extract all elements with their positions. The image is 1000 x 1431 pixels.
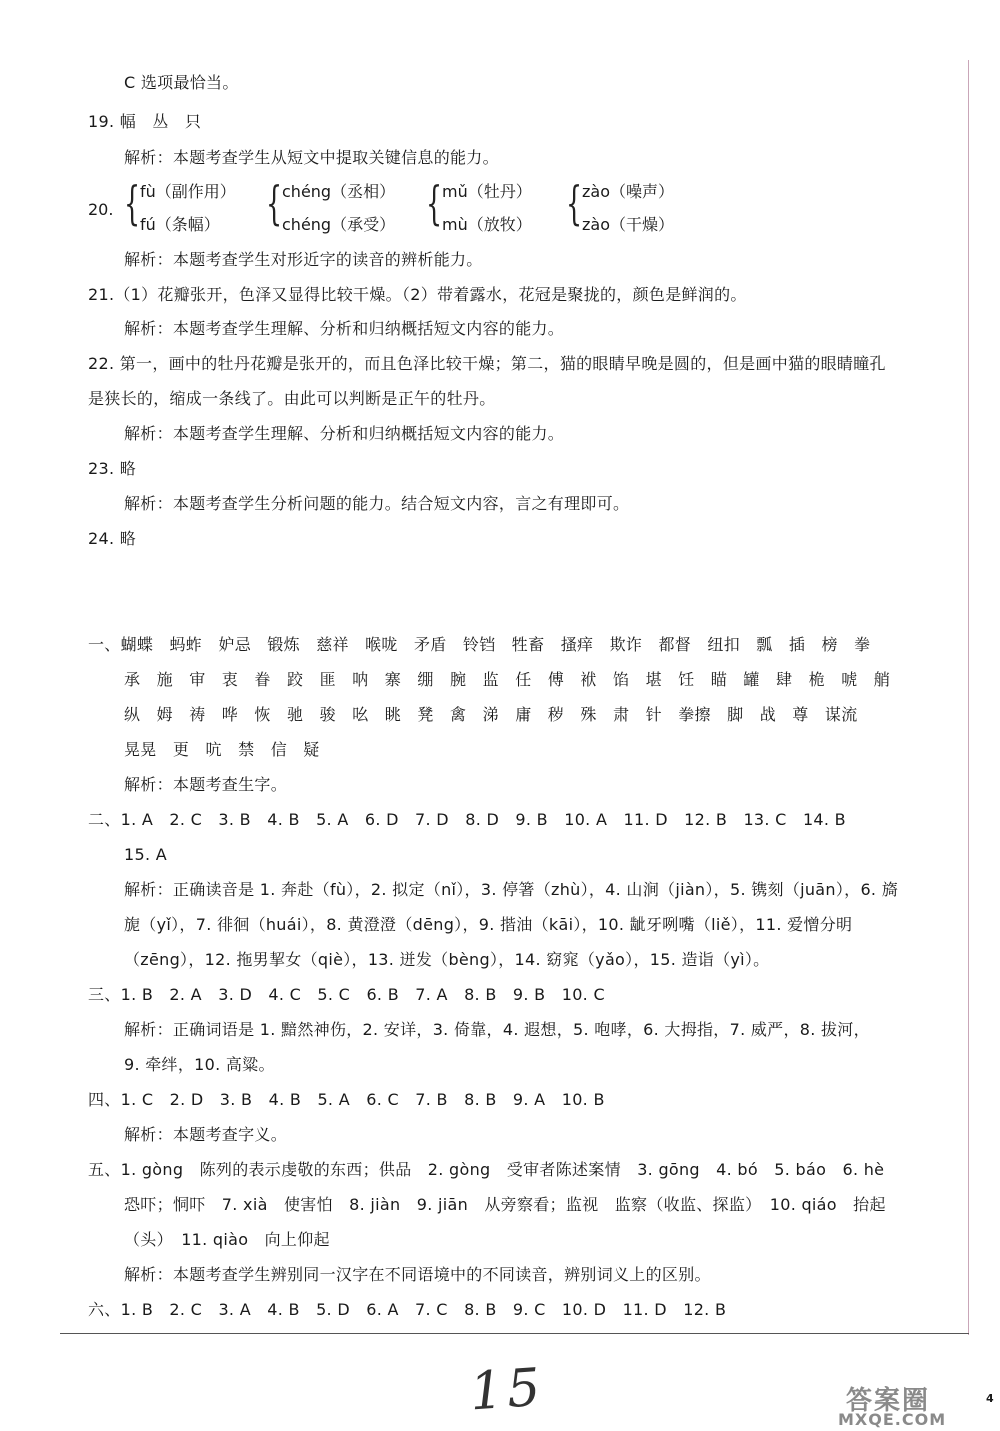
reading-option: chéng（丞相） <box>282 182 396 201</box>
footer-rule <box>60 1333 969 1334</box>
analysis-23: 解析：本题考查学生分析问题的能力。结合短文内容，言之有理即可。 <box>124 494 630 513</box>
section-title <box>0 578 1000 602</box>
watermark-brand: 答案圈 <box>846 1386 931 1416</box>
right-margin-rule <box>968 60 969 1335</box>
question-22-cont: 是狭长的，缩成一条线了。由此可以判断是正午的牡丹。 <box>88 389 496 408</box>
analysis-part-2: 解析：正确读音是 1. 奔赴（fù），2. 拟定（nǐ），3. 停箸（zhù），4. 山涧（jiàn），5. 镌刻（juān），6. 旖 <box>124 880 899 899</box>
question-21: 21.（1）花瓣张开，色泽又显得比较干燥。（2）带着露水，花冠是聚拢的，颜色是鲜润的。 <box>88 285 747 304</box>
analysis-part-3: 解析：正确词语是 1. 黯然神伤，2. 安详，3. 倚靠，4. 遐想，5. 咆哮，6. 大拇指，7. 威严，8. 拔河， <box>124 1020 870 1039</box>
part-4-answers: 四、1. C 2. D 3. B 4. B 5. A 6. C 7. B 8. B 9. A 10. B <box>88 1090 605 1109</box>
analysis-part-2-cont: 旎（yǐ），7. 徘徊（huái），8. 黄澄澄（dēng），9. 揩油（kāi），10. 龇牙咧嘴（liě），11. 爱憎分明 <box>124 915 853 934</box>
analysis-part-2-cont: （zēng），12. 拖男挈女（qiè），13. 迸发（bèng），14. 窈窕（yǎo），15. 造诣（yì）。 <box>124 950 770 969</box>
brace: { <box>124 176 141 230</box>
brace: { <box>426 176 443 230</box>
part-6-answers: 六、1. B 2. C 3. A 4. B 5. D 6. A 7. C 8. B 9. C 10. D 11. D 12. B <box>88 1300 727 1319</box>
reading-option: fú（条幅） <box>140 215 220 234</box>
question-23: 23. 略 <box>88 459 137 478</box>
brace: { <box>266 176 283 230</box>
part-1-chars: 承 施 审 衷 眷 跤 匪 呐 寨 绷 腕 监 任 傅 袱 馅 堪 饪 瞄 罐 肆 桅 唬 艄 <box>124 670 891 689</box>
reading-option: fù（副作用） <box>140 182 236 201</box>
part-1-chars: 晃晃 更 吭 禁 信 疑 <box>124 740 320 759</box>
part-5-answers-cont: （头） 11. qiào 向上仰起 <box>124 1230 330 1249</box>
part-2-answers-cont: 15. A <box>124 845 167 864</box>
part-5-answers: 五、1. gòng 陈列的表示虔敬的东西；供品 2. gòng 受审者陈述案情 3. gōng 4. bó 5. báo 6. hè <box>88 1160 885 1179</box>
analysis-part-1: 解析：本题考查生字。 <box>124 775 288 794</box>
part-1-words: 一、蝴蝶 蚂蚱 妒忌 锻炼 慈祥 喉咙 矛盾 铃铛 牲畜 搔痒 欺诈 都督 纽扣 瓢 插 榜 拳 <box>88 635 871 654</box>
analysis-22: 解析：本题考查学生理解、分析和归纳概括短文内容的能力。 <box>124 424 565 443</box>
reading-option: zào（噪声） <box>582 182 674 201</box>
reading-option: mù（放牧） <box>442 215 532 234</box>
part-3-answers: 三、1. B 2. A 3. D 4. C 5. C 6. B 7. A 8. B 9. B 10. C <box>88 985 605 1004</box>
watermark-logo <box>838 1380 988 1428</box>
question-20-number: 20. <box>88 200 114 219</box>
reading-option: mǔ（牡丹） <box>442 182 532 201</box>
question-24: 24. 略 <box>88 529 137 548</box>
analysis-21: 解析：本题考查学生理解、分析和归纳概括短文内容的能力。 <box>124 319 565 338</box>
analysis-part-5: 解析：本题考查学生辨别同一汉字在不同语境中的不同读音，辨别词义上的区别。 <box>124 1265 711 1284</box>
corner-page-mark: 4 <box>986 1392 994 1405</box>
reading-option: zào（干燥） <box>582 215 674 234</box>
watermark-site: MXQE.COM <box>838 1410 947 1429</box>
question-22: 22. 第一，画中的牡丹花瓣是张开的，而且色泽比较干燥；第二，猫的眼睛早晚是圆的，但是画中猫的眼睛瞳孔 <box>88 354 886 373</box>
part-5-answers-cont: 恐吓；恫吓 7. xià 使害怕 8. jiàn 9. jiān 从旁察看；监视 监察（收监、探监） 10. qiáo 抬起 <box>124 1195 886 1214</box>
question-19: 19. 幅 丛 只 <box>88 112 202 131</box>
analysis-part-3-cont: 9. 牵绊，10. 高粱。 <box>124 1055 275 1074</box>
analysis-20: 解析：本题考查学生对形近字的读音的辨析能力。 <box>124 250 483 269</box>
handwritten-page-number: 15 <box>467 1357 547 1423</box>
reading-option: chéng（承受） <box>282 215 396 234</box>
analysis-19: 解析：本题考查学生从短文中提取关键信息的能力。 <box>124 148 499 167</box>
part-1-chars: 纵 姆 祷 哗 恢 驰 骏 吆 眺 凳 禽 涕 庸 秽 殊 肃 针 拳擦 脚 战 尊 谋流 <box>124 705 858 724</box>
text-line: C 选项最恰当。 <box>124 73 239 92</box>
part-2-answers: 二、1. A 2. C 3. B 4. B 5. A 6. D 7. D 8. D 9. B 10. A 11. D 12. B 13. C 14. B <box>88 810 846 829</box>
brace: { <box>566 176 583 230</box>
analysis-part-4: 解析：本题考查字义。 <box>124 1125 288 1144</box>
